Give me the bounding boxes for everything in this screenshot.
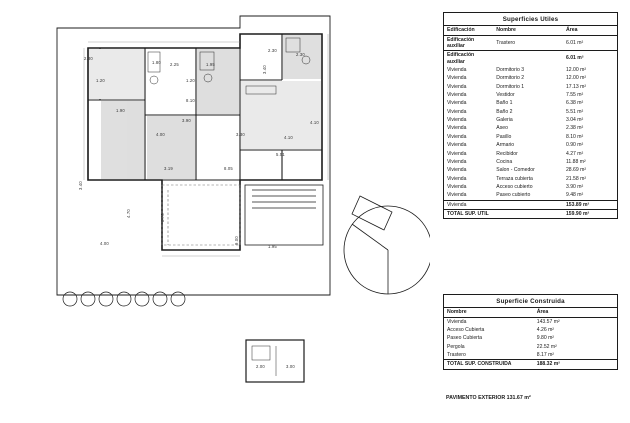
total-label: TOTAL SUP. CONSTRUIDA <box>444 360 534 369</box>
table-row <box>444 35 617 51</box>
dim-4-10: 4.10 <box>284 135 293 140</box>
cell-area: 22.52 m² <box>536 343 557 350</box>
dim-2-30: 2.30 <box>84 56 93 61</box>
table-row <box>444 51 617 66</box>
dim-2-30c: 2.30 <box>296 52 305 57</box>
dim-4-00b: 4.00 <box>100 241 109 246</box>
cell-nombre: Galeria <box>496 117 513 124</box>
table-row <box>444 66 617 74</box>
cell-area: 2.38 m² <box>565 125 584 132</box>
cell-area: 153.89 m² <box>563 200 617 209</box>
table-row <box>444 200 617 209</box>
cell-area: 143.57 m² <box>536 318 560 325</box>
cell-nombre: Cocina <box>496 158 513 165</box>
dim-1-80: 1.80 <box>152 60 161 65</box>
cell-area: 3.04 m² <box>565 117 584 124</box>
cell-nombre: Recibidor <box>496 150 518 157</box>
cell-area: 8.10 m² <box>565 133 584 140</box>
cell-nombre: Vestidor <box>496 92 515 99</box>
dim-9-00: 9.00 <box>234 236 239 245</box>
table-header-row <box>444 26 617 35</box>
cell-area: 28.69 m² <box>565 167 587 174</box>
cell-edif: Vivienda <box>447 158 467 165</box>
table-row <box>444 334 617 342</box>
superficie-construida-table <box>443 294 618 370</box>
dim-8-10: 8.10 <box>186 98 195 103</box>
col-area: Área <box>534 308 617 317</box>
cell-edif: Vivienda <box>447 167 467 174</box>
table-row <box>444 158 617 166</box>
cell-edif: Edificación auxiliar <box>444 51 493 66</box>
cell-area: 6.01 m² <box>565 39 584 46</box>
col-nombre: Nombre <box>444 308 534 317</box>
cell-nombre: Baño 2 <box>496 108 513 115</box>
table-row <box>444 91 617 99</box>
cell-nombre: Dormitorio 3 <box>496 66 525 73</box>
dim-3-40: 3.40 <box>78 181 83 190</box>
cell-edif: Vivienda <box>447 75 467 82</box>
table-row <box>444 191 617 200</box>
table-row <box>444 141 617 149</box>
dim-3-40b: 3.40 <box>262 65 267 74</box>
table-row <box>444 108 617 116</box>
cell-edif: Vivienda <box>447 108 467 115</box>
cell-edif: Vivienda <box>447 92 467 99</box>
cell-edif: Vivienda <box>447 133 467 140</box>
cell-area: 9.80 m² <box>536 335 555 342</box>
total-row <box>444 210 617 219</box>
cell-edif: Vivienda <box>447 150 467 157</box>
cell-area: 17.13 m² <box>565 83 587 90</box>
cell-nombre <box>493 51 563 66</box>
cell-area: 6.38 m² <box>565 100 584 107</box>
dim-3-90: 3.90 <box>182 118 191 123</box>
dim-1-20: 1.20 <box>96 78 105 83</box>
cell-area: 11.88 m² <box>565 158 586 165</box>
dim-4-70: 4.70 <box>126 209 131 218</box>
dim-5-51: 5.51 <box>276 152 285 157</box>
table-row <box>444 326 617 334</box>
table-row <box>444 351 617 360</box>
construida-grid <box>444 308 617 369</box>
cell-edif: Vivienda <box>447 125 467 132</box>
total-value: 188.32 m² <box>534 360 617 369</box>
cell-nombre: Pasillo <box>496 133 512 140</box>
dim-8-05: 8.05 <box>224 166 233 171</box>
superficie-construida-title: Superficie Construida <box>444 295 617 308</box>
cell-edif: Vivienda <box>447 100 467 107</box>
cell-nombre: Baño 1 <box>496 100 513 107</box>
cell-area: 4.26 m² <box>536 326 555 333</box>
dim-1-20b: 1.20 <box>186 78 195 83</box>
dim-3-30: 3.30 <box>236 132 245 137</box>
cell-nombre: Trastero <box>496 39 516 46</box>
table-row <box>444 343 617 351</box>
dim-1-90: 1.90 <box>116 108 125 113</box>
cell-edif: Vivienda <box>447 175 467 182</box>
cell-nombre: Trastero <box>447 351 466 358</box>
col-nombre: Nombre <box>493 26 563 35</box>
cell-edif: Vivienda <box>447 117 467 124</box>
cell-area: 0.90 m² <box>565 142 584 149</box>
superficies-utiles-title: Superficies Utiles <box>444 13 617 26</box>
superficies-utiles-table <box>443 12 618 219</box>
table-row <box>444 133 617 141</box>
cell-area: 7.55 m² <box>565 92 584 99</box>
table-row <box>444 150 617 158</box>
cell-area: 6.01 m² <box>563 51 617 66</box>
pavimento-exterior-note: PAVIMENTO EXTERIOR 131.67 m² <box>446 395 531 401</box>
cell-edif: Edificación auxiliar <box>447 36 475 49</box>
cell-edif: Vivienda <box>447 83 467 90</box>
utiles-grid <box>444 26 617 218</box>
cell-edif: Vivienda <box>444 200 493 209</box>
table-row <box>444 183 617 191</box>
cell-nombre: Salon - Comedor <box>496 167 535 174</box>
dim-2-25: 2.25 <box>170 62 179 67</box>
cell-edif: Vivienda <box>447 142 467 149</box>
cell-nombre: Vivienda <box>447 318 467 325</box>
table-row <box>444 124 617 132</box>
cell-nombre <box>493 200 563 209</box>
cell-area: 9.48 m² <box>565 192 584 199</box>
table-row <box>444 166 617 174</box>
cell-nombre: Acceso cubierto <box>496 183 533 190</box>
cell-edif: Vivienda <box>447 183 467 190</box>
cell-nombre: Dormitorio 2 <box>496 75 525 82</box>
col-edificacion: Edificación <box>444 26 493 35</box>
cell-area: 12.00 m² <box>565 75 587 82</box>
table-row <box>444 83 617 91</box>
table-header-row <box>444 308 617 317</box>
table-row <box>444 74 617 82</box>
cell-nombre: Pergola <box>447 343 465 350</box>
cell-edif: Vivienda <box>447 66 467 73</box>
cell-edif: Vivienda <box>447 192 467 199</box>
dim-1-95: 1.95 <box>206 62 215 67</box>
total-value: 159.90 m² <box>563 210 617 219</box>
dim-8-70: 8.70 <box>160 213 165 222</box>
dim-3-19: 3.19 <box>164 166 173 171</box>
dim-2-00: 2.00 <box>256 364 265 369</box>
cell-nombre: Aseo <box>496 125 508 132</box>
dim-1-95b: 1.95 <box>268 244 277 249</box>
cell-nombre: Dormitorio 1 <box>496 83 525 90</box>
dim-4-00: 4.00 <box>156 132 165 137</box>
cell-area: 4.27 m² <box>565 150 584 157</box>
total-row <box>444 360 617 369</box>
table-row <box>444 116 617 124</box>
table-row <box>444 317 617 326</box>
cell-nombre: Terraza cubierta <box>496 175 533 182</box>
cell-nombre: Paseo cubierto <box>496 192 531 199</box>
cell-area: 5.51 m² <box>565 108 584 115</box>
total-label: TOTAL SUP. UTIL <box>444 210 563 219</box>
cell-area: 3.90 m² <box>565 183 584 190</box>
cell-nombre: Acceso Cubierta <box>447 326 485 333</box>
cell-area: 21.58 m² <box>565 175 587 182</box>
dim-3-00: 3.00 <box>286 364 295 369</box>
cell-nombre: Paseo Cubierta <box>447 335 483 342</box>
cell-nombre: Armario <box>496 142 515 149</box>
cell-area: 12.00 m² <box>565 66 587 73</box>
table-row <box>444 175 617 183</box>
cell-area: 8.17 m² <box>536 351 555 358</box>
dim-2-30b: 2.30 <box>268 48 277 53</box>
table-row <box>444 99 617 107</box>
dim-4-10b: 4.10 <box>310 120 319 125</box>
col-area: Área <box>563 26 617 35</box>
